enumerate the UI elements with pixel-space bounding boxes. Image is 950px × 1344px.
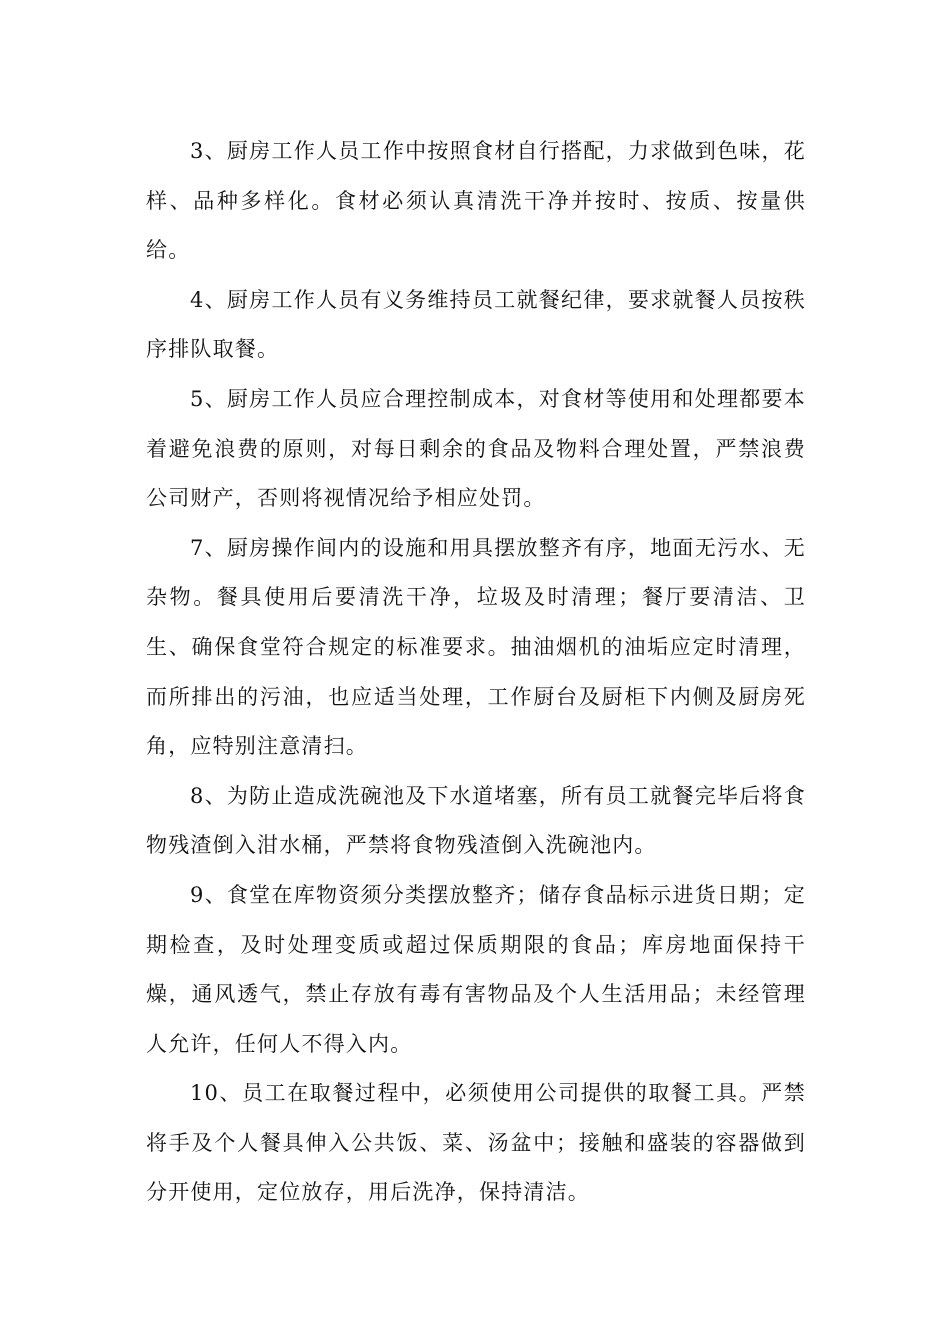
paragraph-rule-8: 8、为防止造成洗碗池及下水道堵塞，所有员工就餐完毕后将食物残渣倒入泔水桶，严禁将食物残渣倒入洗碗池内。 [146,783,806,858]
paragraph-rule-5: 5、厨房工作人员应合理控制成本，对食材等使用和处理都要本着避免浪费的原则，对每日剩余的食品及物料合理处置，严禁浪费公司财产，否则将视情况给予相应处罚。 [146,386,806,511]
paragraph-rule-10: 10、员工在取餐过程中，必须使用公司提供的取餐工具。严禁将手及个人餐具伸入公共饭、菜、汤盆中；接触和盛装的容器做到分开使用，定位放存，用后洗净，保持清洁。 [146,1081,806,1205]
paragraph-rule-7: 7、厨房操作间内的设施和用具摆放整齐有序，地面无污水、无杂物。餐具使用后要清洗干净，垃圾及时清理；餐厅要清洁、卫生、确保食堂符合规定的标准要求。抽油烟机的油垢应定时清理，而所排出的污油，也应适当处理，工作厨台及厨柜下内侧及厨房死角，应特别注意清扫。 [146,535,806,759]
paragraph-rule-9: 9、食堂在库物资须分类摆放整齐；储存食品标示进货日期；定期检查，及时处理变质或超过保质期限的食品；库房地面保持干燥，通风透气，禁止存放有毒有害物品及个人生活用品；未经管理人允许，任何人不得入内。 [146,882,806,1056]
paragraph-rule-3: 3、厨房工作人员工作中按照食材自行搭配，力求做到色味，花样、品种多样化。食材必须认真清洗干净并按时、按质、按量供给。 [146,139,806,263]
paragraph-rule-4: 4、厨房工作人员有义务维持员工就餐纪律，要求就餐人员按秩序排队取餐。 [146,287,806,362]
document-body [146,127,806,1218]
